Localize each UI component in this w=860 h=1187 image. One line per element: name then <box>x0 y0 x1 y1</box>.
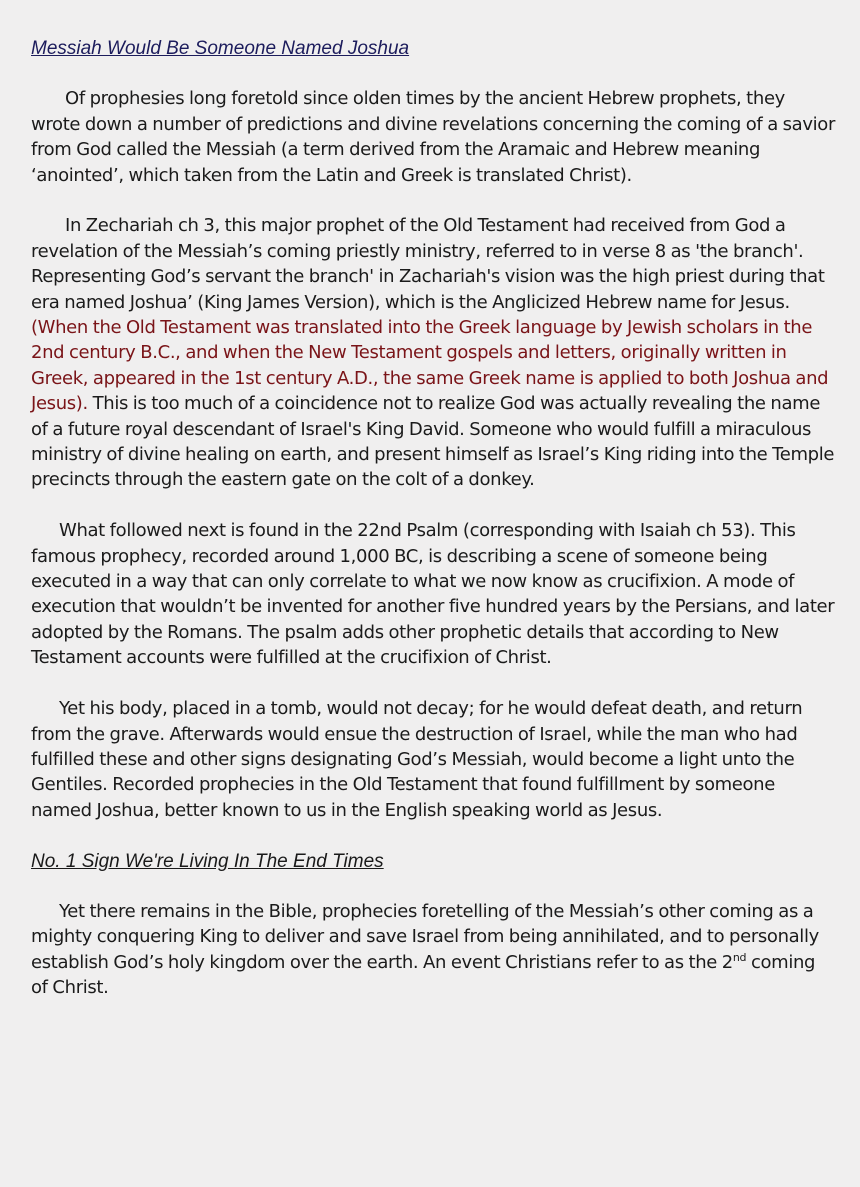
paragraph-zechariah-text-2: This is too much of a coincidence not to realize God was actually revealing the name of a future royal descendant of Israel's King David. Someone who would fulfill a miraculous ministry of divine healing on earth, and present himself as Israel’s King riding into the Temple precincts through the eastern gate on the colt of a donkey. <box>31 393 835 491</box>
paragraph-prophecies-intro: Of prophesies long foretold since olden times by the ancient Hebrew prophets, they wrote down a number of predictions and divine revelations concerning the coming of a savior from God called the Messiah (a term derived from the Aramaic and Hebrew meaning ‘anointed’, which taken from the Latin and Greek is translated Christ). <box>31 88 836 186</box>
paragraph-zechariah-text-1: In Zechariah ch 3, this major prophet of the Old Testament had received from God a revelation of the Messiah’s coming priestly ministry, referred to in verse 8 as 'the branch'. Representing God’s servant the branch' in Zachariah's vision was the high priest during that era named Joshua’ (King James Version), which is the Anglicized Hebrew name for Jesus. <box>31 215 825 313</box>
section-heading-end-times: No. 1 Sign We're Living In The End Times <box>31 850 384 872</box>
paragraph-second-coming-tail: coming of Christ. <box>31 951 816 999</box>
paragraph-psalm-22: What followed next is found in the 22nd Psalm (corresponding with Isaiah ch 53). This famous prophecy, recorded around 1,000 BC, is describing a scene of someone being executed in a way that can only correlate to what we now know as crucifixion. A mode of execution that wouldn’t be invented for another five hundred years by the Persians, and later adopted by the Romans. The psalm adds other prophetic details that according to New Testament accounts were fulfilled at the crucifixion of Christ. <box>31 520 835 669</box>
spacer <box>31 493 836 518</box>
spacer <box>31 671 836 696</box>
section-heading-messiah-joshua: Messiah Would Be Someone Named Joshua <box>31 38 410 59</box>
paragraph-resurrection: Yet his body, placed in a tomb, would not decay; for he would defeat death, and return from the grave. Afterwards would ensue the destruction of Israel, while the man who had fulfilled these and other signs designating God’s Messiah, would become a light unto the Gentiles. Recorded prophecies in the Old Testament that found fulfillment by someone named Joshua, better known to us in the English speaking world as Jesus. <box>31 698 803 821</box>
ordinal-superscript: nd <box>732 950 747 964</box>
paragraph-zechariah-highlight: (When the Old Testament was translated into the Greek language by Jewish scholars in the 2nd century B.C., and when the New Testament gospels and letters, originally written in Greek, appeared in the 1st century A.D., the same Greek name is applied to both Joshua and Jesus). <box>31 317 829 415</box>
paragraph-second-coming <box>31 899 836 1001</box>
spacer <box>31 188 836 213</box>
paragraph-second-coming-text: Yet there remains in the Bible, prophecies foretelling of the Messiah’s other coming as a mighty conquering King to deliver and save Israel from being annihilated, and to personally establish God’s holy kingdom over the earth. An event Christians refer to as the 2 <box>31 900 819 973</box>
spacer <box>31 823 836 848</box>
spacer <box>31 874 836 899</box>
spacer <box>31 61 836 86</box>
document-page <box>31 36 836 1001</box>
paragraph-zechariah <box>31 213 836 492</box>
